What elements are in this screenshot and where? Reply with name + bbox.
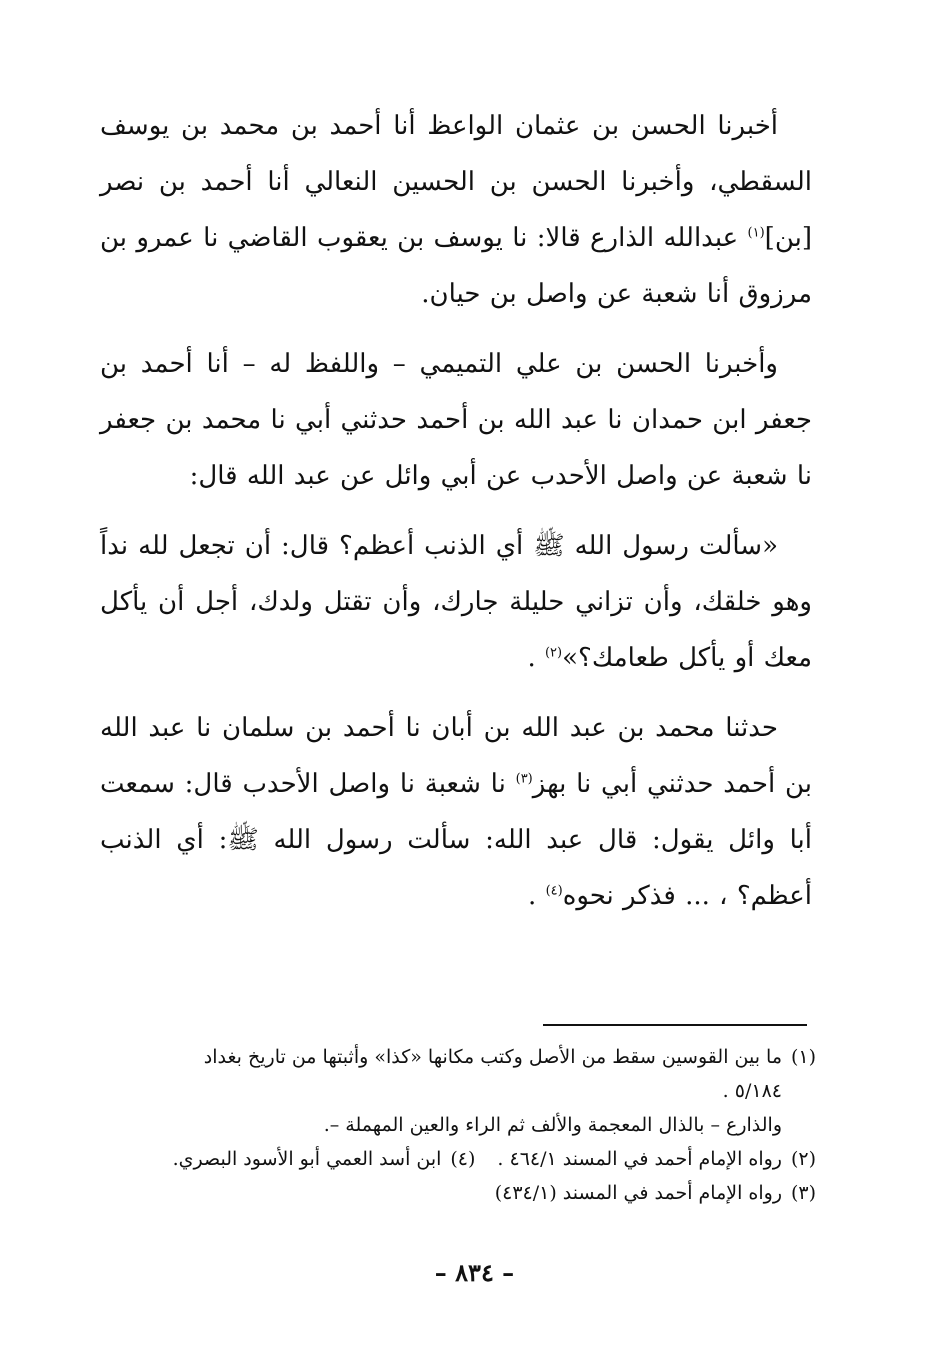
footnote-ref-3: (٣) bbox=[515, 771, 533, 787]
footnotes-block bbox=[104, 1040, 816, 1210]
footnote-2-and-4 bbox=[104, 1142, 816, 1176]
footnote-1 bbox=[104, 1040, 816, 1074]
footnote-1-number: (١) bbox=[790, 1046, 816, 1068]
footnote-2-text: رواه الإمام أحمد في المسند ٤٦٤/١ . bbox=[497, 1148, 782, 1170]
page-number: – ٨٣٤ – bbox=[434, 1258, 515, 1287]
footnote-2-number: (٢) bbox=[790, 1148, 816, 1170]
footnote-3 bbox=[104, 1176, 816, 1210]
paragraph-3-part1: «سألت رسول الله ﷺ أي الذنب أعظم؟ قال: أن تجعل لله نداً وهو خلقك، وأن تزاني حليلة جارك، وأن تقتل ولدك، أجل أن يأكل معك أو يأكل طعامك؟» bbox=[100, 531, 812, 673]
paragraph-4-part1: حدثنا محمد بن عبد الله بن أبان نا أحمد بن سلمان نا عبد الله بن أحمد حدثني أبي نا بهز bbox=[100, 713, 813, 799]
paragraph-1-part2: عبدالله الذارع قالا: نا يوسف بن يعقوب القاضي نا عمرو بن مرزوق أنا شعبة عن واصل بن حيان. bbox=[100, 223, 812, 309]
paragraph-1-part1: أخبرنا الحسن بن عثمان الواعظ أنا أحمد بن محمد بن يوسف السقطي، وأخبرنا الحسن بن الحسين النعالي أنا أحمد بن نصر [بن] bbox=[100, 111, 812, 253]
paragraph-3 bbox=[100, 518, 812, 686]
footnote-1-text: ما بين القوسين سقط من الأصل وكتب مكانها «كذا» وأثبتها من تاريخ بغداد bbox=[203, 1046, 782, 1068]
footnote-1-continuation: ٥/١٨٤ . bbox=[722, 1080, 782, 1102]
paragraph-4-part2: نا شعبة نا واصل الأحدب قال: سمعت أبا وائل يقول: قال عبد الله: سألت رسول الله ﷺ: أي الذنب أعظم؟ ، ... فذكر نحوه bbox=[100, 769, 812, 911]
paragraph-2: وأخبرنا الحسن بن علي التميمي – واللفظ له – أنا أحمد بن جعفر ابن حمدان نا عبد الله بن أحمد حدثني أبي نا محمد بن جعفر نا شعبة عن واصل الأحدب عن أبي وائل عن عبد الله قال: bbox=[100, 349, 812, 491]
main-text-block bbox=[100, 98, 812, 938]
paragraph-3-part2: . bbox=[527, 643, 545, 673]
footnote-divider bbox=[543, 1024, 807, 1026]
footnote-4-number: (٤) bbox=[450, 1148, 476, 1170]
paragraph-1 bbox=[100, 98, 812, 322]
paragraph-4 bbox=[100, 700, 812, 924]
footnote-3-number: (٣) bbox=[790, 1182, 816, 1204]
footnote-3-text: رواه الإمام أحمد في المسند (٤٣٤/١) bbox=[494, 1182, 782, 1204]
paragraph-4-part3: . bbox=[528, 881, 546, 911]
footnote-4-text: ابن أسد العمي أبو الأسود البصري. bbox=[172, 1148, 442, 1170]
footnote-ref-2: (٢) bbox=[544, 645, 563, 661]
footnote-ref-4: (٤) bbox=[545, 883, 563, 899]
footnote-1-extra: والذارع – بالذال المعجمة والألف ثم الراء والعين المهملة –. bbox=[323, 1114, 782, 1136]
footnote-ref-1: (١) bbox=[747, 225, 765, 241]
